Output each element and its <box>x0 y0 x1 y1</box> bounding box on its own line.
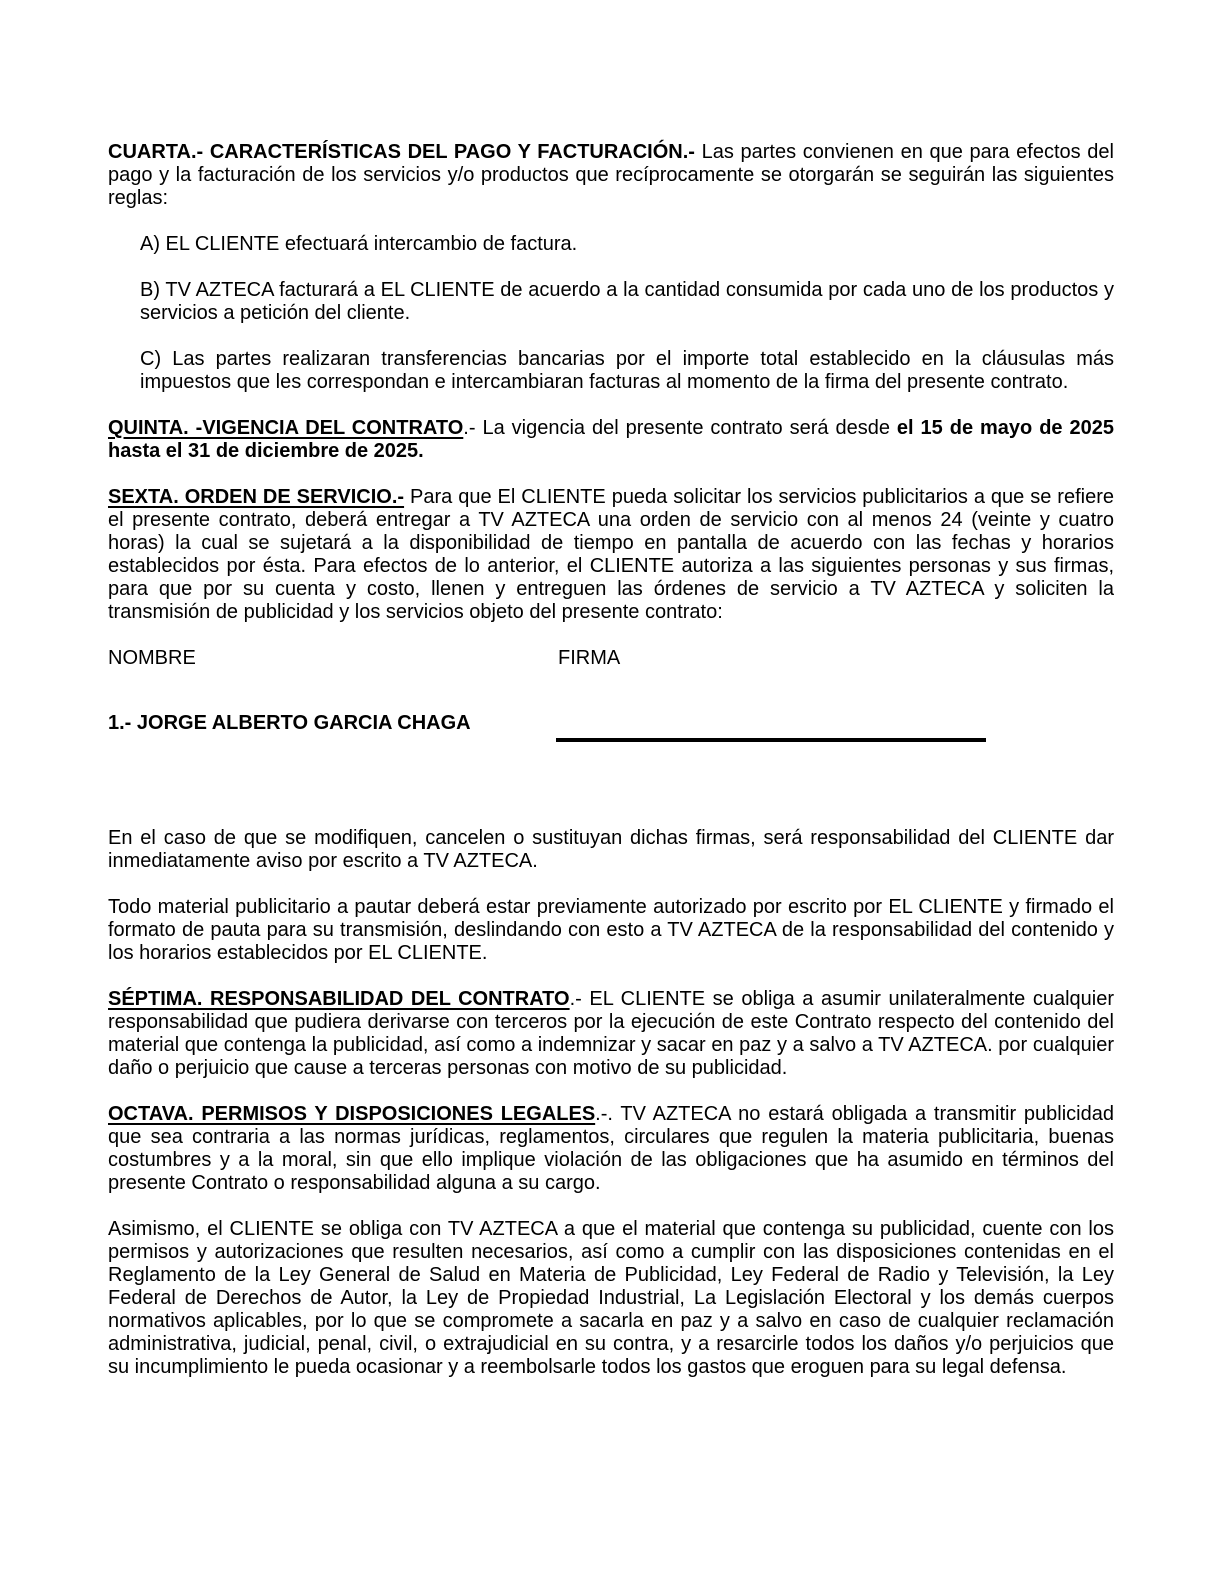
signature-column-header: FIRMA <box>558 647 621 669</box>
clause-septima <box>108 988 1114 1080</box>
clause-cuarta <box>108 141 1114 210</box>
clause-quinta-separator: .- <box>463 417 476 439</box>
signature-line <box>556 738 986 742</box>
payment-rule-item-a: A) EL CLIENTE efectuará intercambio de factura. <box>140 233 578 255</box>
signatory-table-header <box>108 647 1114 670</box>
clause-septima-body: EL CLIENTE se obliga a asumir unilateralmente cualquier responsabilidad que pudiera derivarse con terceros por la ejecución de este Contrato respecto del contenido del material que contenga la publicidad, así como a indemnizar y sacar en paz y a salvo a TV AZTECA. por cualquier daño o perjuicio que cause a terceras personas con motivo de su publicidad. <box>108 988 1114 1079</box>
clause-septima-separator: .- <box>569 988 582 1010</box>
clause-cuarta-heading: CUARTA.- CARACTERÍSTICAS DEL PAGO Y FACTURACIÓN.- <box>108 141 695 163</box>
clause-sexta-body: Para que El CLIENTE pueda solicitar los servicios publicitarios a que se refiere el presente contrato, deberá entregar a TV AZTECA una orden de servicio con al menos 24 (veinte y cuatro horas) la cual se sujetará a la disponibilidad de tiempo en pantalla de acuerdo con las fechas y horarios establecidos por ésta. Para efectos de lo anterior, el CLIENTE autoriza a las siguientes personas y sus firmas, para que por su cuenta y costo, llenen y entreguen las órdenes de servicio a TV AZTECA y soliciten la transmisión de publicidad y los servicios objeto del presente contrato: <box>108 486 1114 623</box>
clause-octava-separator: .-. <box>595 1103 613 1125</box>
clause-quinta <box>108 417 1114 463</box>
signatory-row <box>108 712 1114 735</box>
clause-octava <box>108 1103 1114 1195</box>
clause-octava-heading: OCTAVA. PERMISOS Y DISPOSICIONES LEGALES <box>108 1103 596 1125</box>
clause-quinta-heading: QUINTA. -VIGENCIA DEL CONTRATO <box>108 417 464 439</box>
clause-cuarta-body: Las partes convienen en que para efectos del pago y la facturación de los servicios y/o productos que recíprocamente se otorgarán se seguirán las siguientes reglas: <box>108 141 1114 209</box>
clause-quinta-body: La vigencia del presente contrato será desde <box>475 417 897 439</box>
clause-sexta <box>108 486 1114 624</box>
signatory-name: 1.- JORGE ALBERTO GARCIA CHAGA <box>108 712 471 734</box>
name-column-header: NOMBRE <box>108 647 196 669</box>
clause-quinta-validity-dates: el 15 de mayo de 2025 hasta el 31 de diciembre de 2025. <box>108 417 1114 462</box>
paragraph-material-authorization: Todo material publicitario a pautar deberá estar previamente autorizado por escrito por EL CLIENTE y firmado el formato de pauta para su transmisión, deslindando con esto a TV AZTECA de la responsabilidad del contenido y los horarios establecidos por EL CLIENTE. <box>108 896 1114 964</box>
paragraph-firmas-notice: En el caso de que se modifiquen, cancelen o sustituyan dichas firmas, será responsabilidad del CLIENTE dar inmediatamente aviso por escrito a TV AZTECA. <box>108 827 1114 872</box>
paragraph-asimismo-compliance: Asimismo, el CLIENTE se obliga con TV AZTECA a que el material que contenga su publicidad, cuente con los permisos y autorizaciones que resulten necesarios, así como a cumplir con las disposiciones contenidas en el Reglamento de la Ley General de Salud en Materia de Publicidad, Ley Federal de Radio y Televisión, la Ley Federal de Derechos de Autor, la Ley de Propiedad Industrial, La Legislación Electoral y los demás cuerpos normativos aplicables, por lo que se compromete a sacarla en paz y a salvo en caso de cualquier reclamación administrativa, judicial, penal, civil, o extrajudicial en su contra, y a resarcirle todos los daños y/o perjuicios que su incumplimiento le pueda ocasionar y a reembolsarle todos los gastos que eroguen para su legal defensa. <box>108 1218 1114 1378</box>
payment-rule-item-c: C) Las partes realizaran transferencias bancarias por el importe total establecido en la cláusulas más impuestos que les correspondan e intercambiaran facturas al momento de la firma del presente contrato. <box>140 348 1114 393</box>
clause-sexta-heading: SEXTA. ORDEN DE SERVICIO.- <box>108 486 405 508</box>
clause-septima-heading: SÉPTIMA. RESPONSABILIDAD DEL CONTRATO <box>108 988 570 1010</box>
clause-octava-body: TV AZTECA no estará obligada a transmitir publicidad que sea contraria a las normas jurídicas, reglamentos, circulares que regulen la materia publicitaria, buenas costumbres y a la moral, sin que ello implique violación de las obligaciones que ha asumido en términos del presente Contrato o responsabilidad alguna a su cargo. <box>108 1103 1114 1194</box>
payment-rule-item-b: B) TV AZTECA facturará a EL CLIENTE de acuerdo a la cantidad consumida por cada uno de los productos y servicios a petición del cliente. <box>140 279 1114 324</box>
